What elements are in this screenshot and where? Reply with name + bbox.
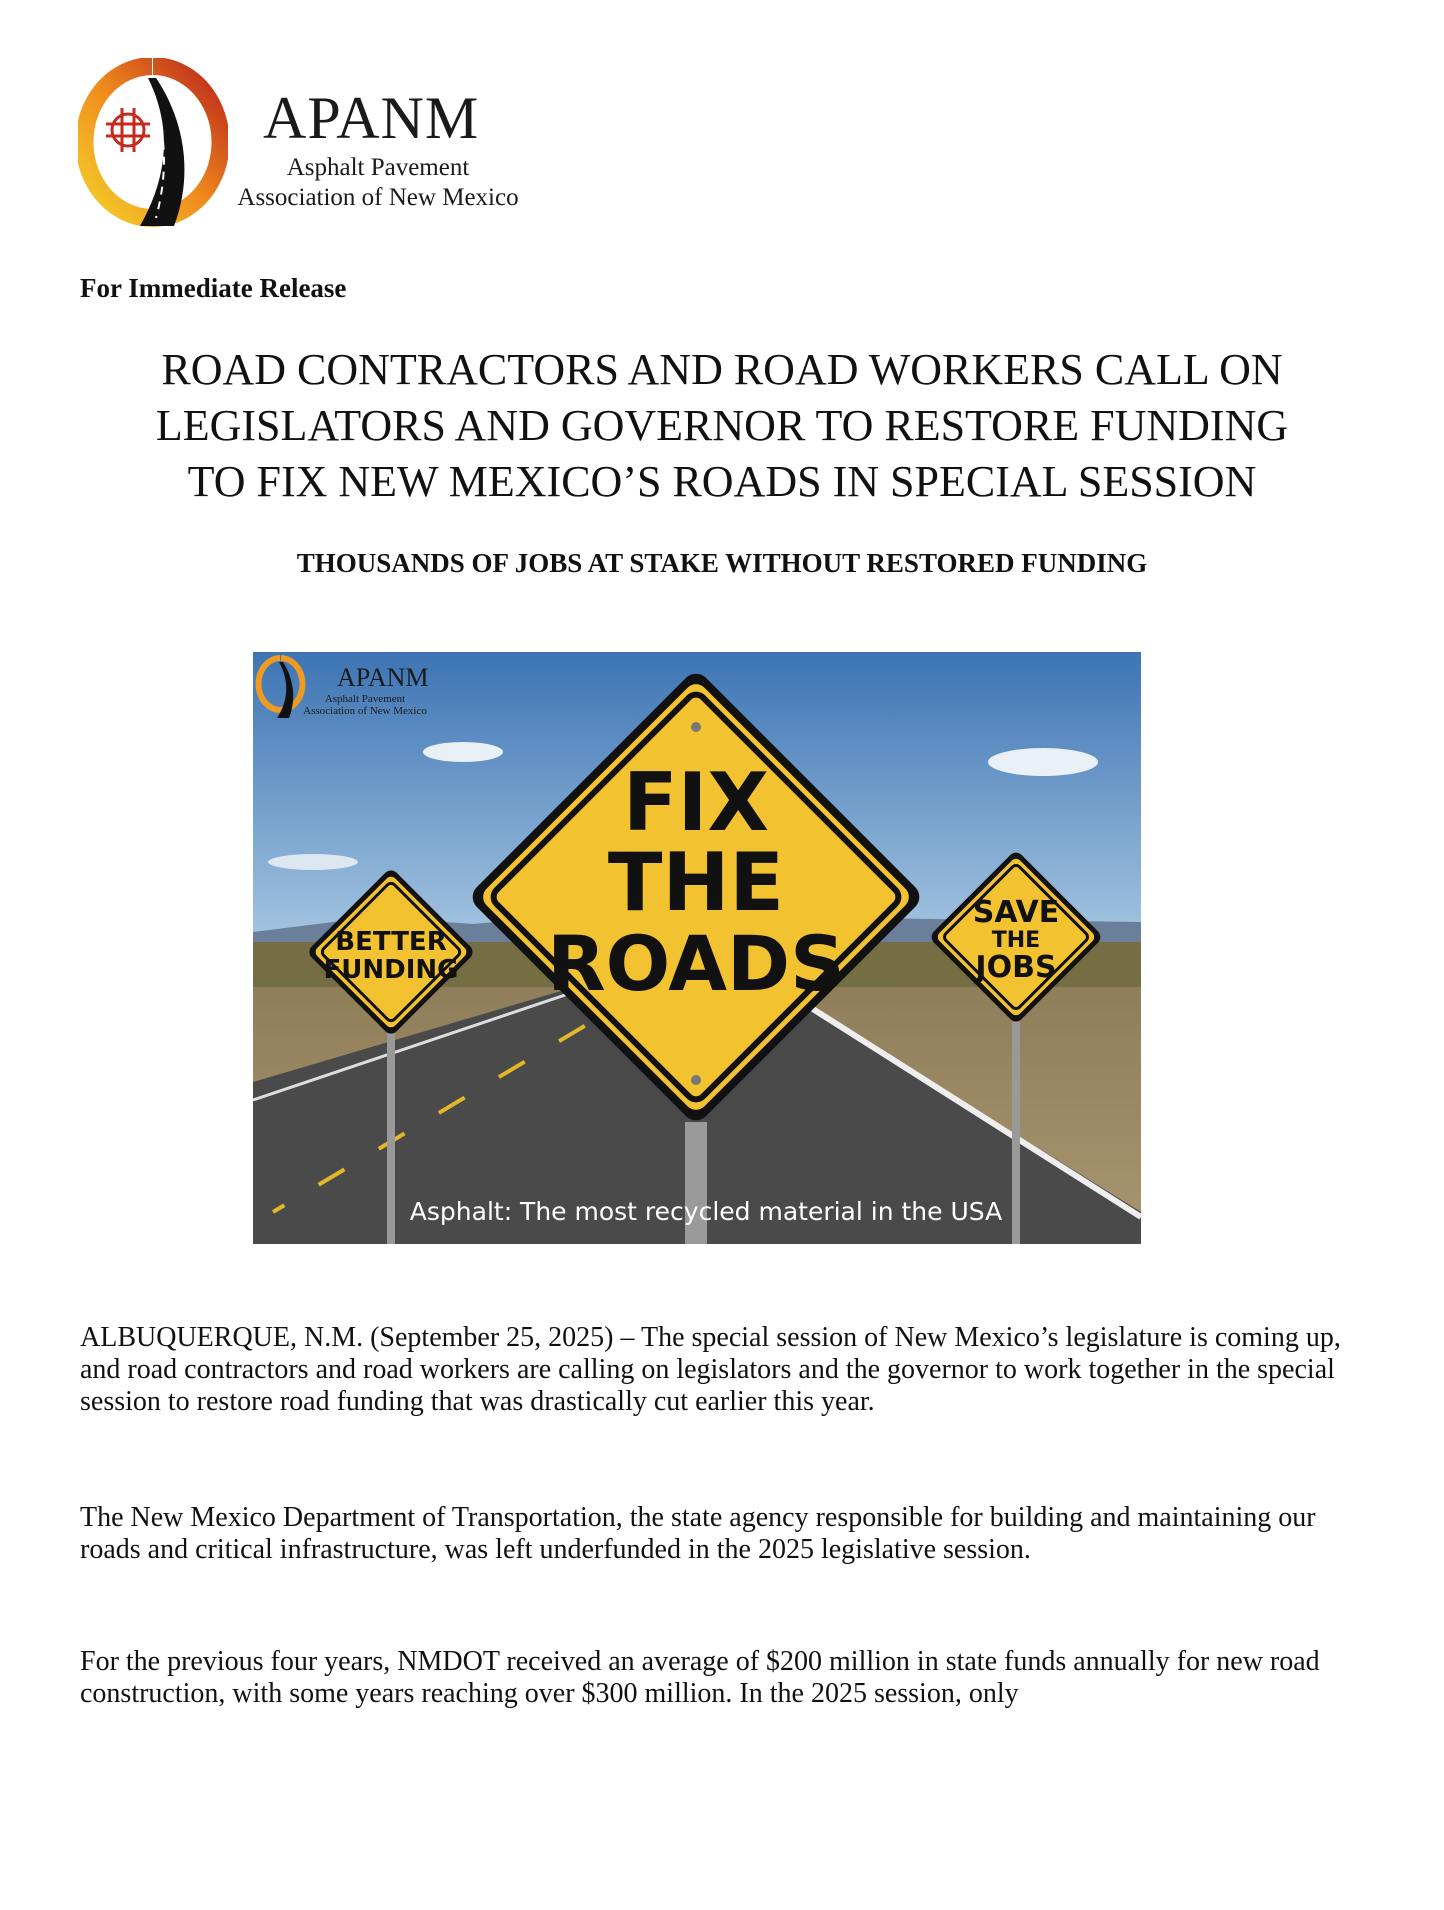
sign-right-line1: SAVE [972,895,1060,930]
sign-center-line3: ROADS [547,919,845,1008]
photo-logo-sub2: Association of New Mexico [303,705,427,717]
photo-logo-sub1: Asphalt Pavement [324,693,406,705]
headline-line1: ROAD CONTRACTORS AND ROAD WORKERS CALL ON [161,345,1283,394]
photo-logo-name: APANM [337,663,429,692]
headline-line2: LEGISLATORS AND GOVERNOR TO RESTORE FUNDING [155,401,1289,450]
logo-subtitle [218,153,538,213]
apanm-logo [78,58,548,233]
sign-center-line1: FIX [622,756,770,849]
logo-subtitle-line1: Asphalt Pavement [286,154,470,181]
subheadline: THOUSANDS OF JOBS AT STAKE WITHOUT RESTORED FUNDING [296,548,1148,578]
paragraph-3: For the previous four years, NMDOT received an average of $200 million in state funds annually for new road construction, with some years reaching over $300 million. In the 2025 session, only [80,1646,1320,1709]
paragraph-2: The New Mexico Department of Transportation, the state agency responsible for building and maintaining our roads and critical infrastructure, was left underfunded in the 2025 legislative session. [80,1502,1316,1565]
release-label: For Immediate Release [80,273,347,303]
sign-right-line3: JOBS [975,950,1057,985]
sign-right-line2: THE [991,928,1041,953]
headline [40,342,1404,510]
headline-line3: TO FIX NEW MEXICO’S ROADS IN SPECIAL SESSION [187,457,1257,506]
sign-left-line2: FUNDING [323,955,459,985]
sign-left-line1: BETTER [335,927,447,957]
paragraph-1: ALBUQUERQUE, N.M. (September 25, 2025) – The special session of New Mexico’s legislature is coming up, and road contractors and road workers are calling on legislators and the governor to work together in the special session to restore road funding that was drastically cut earlier this year. [80,1322,1341,1417]
logo-name: APANM [263,85,480,151]
photo-caption: Asphalt: The most recycled material in the USA [409,1197,1003,1226]
road-emblem-icon [78,58,228,233]
sign-center-line2: THE [607,836,785,929]
road-signs-photo [253,652,1141,1244]
logo-subtitle-line2: Association of New Mexico [237,184,519,211]
